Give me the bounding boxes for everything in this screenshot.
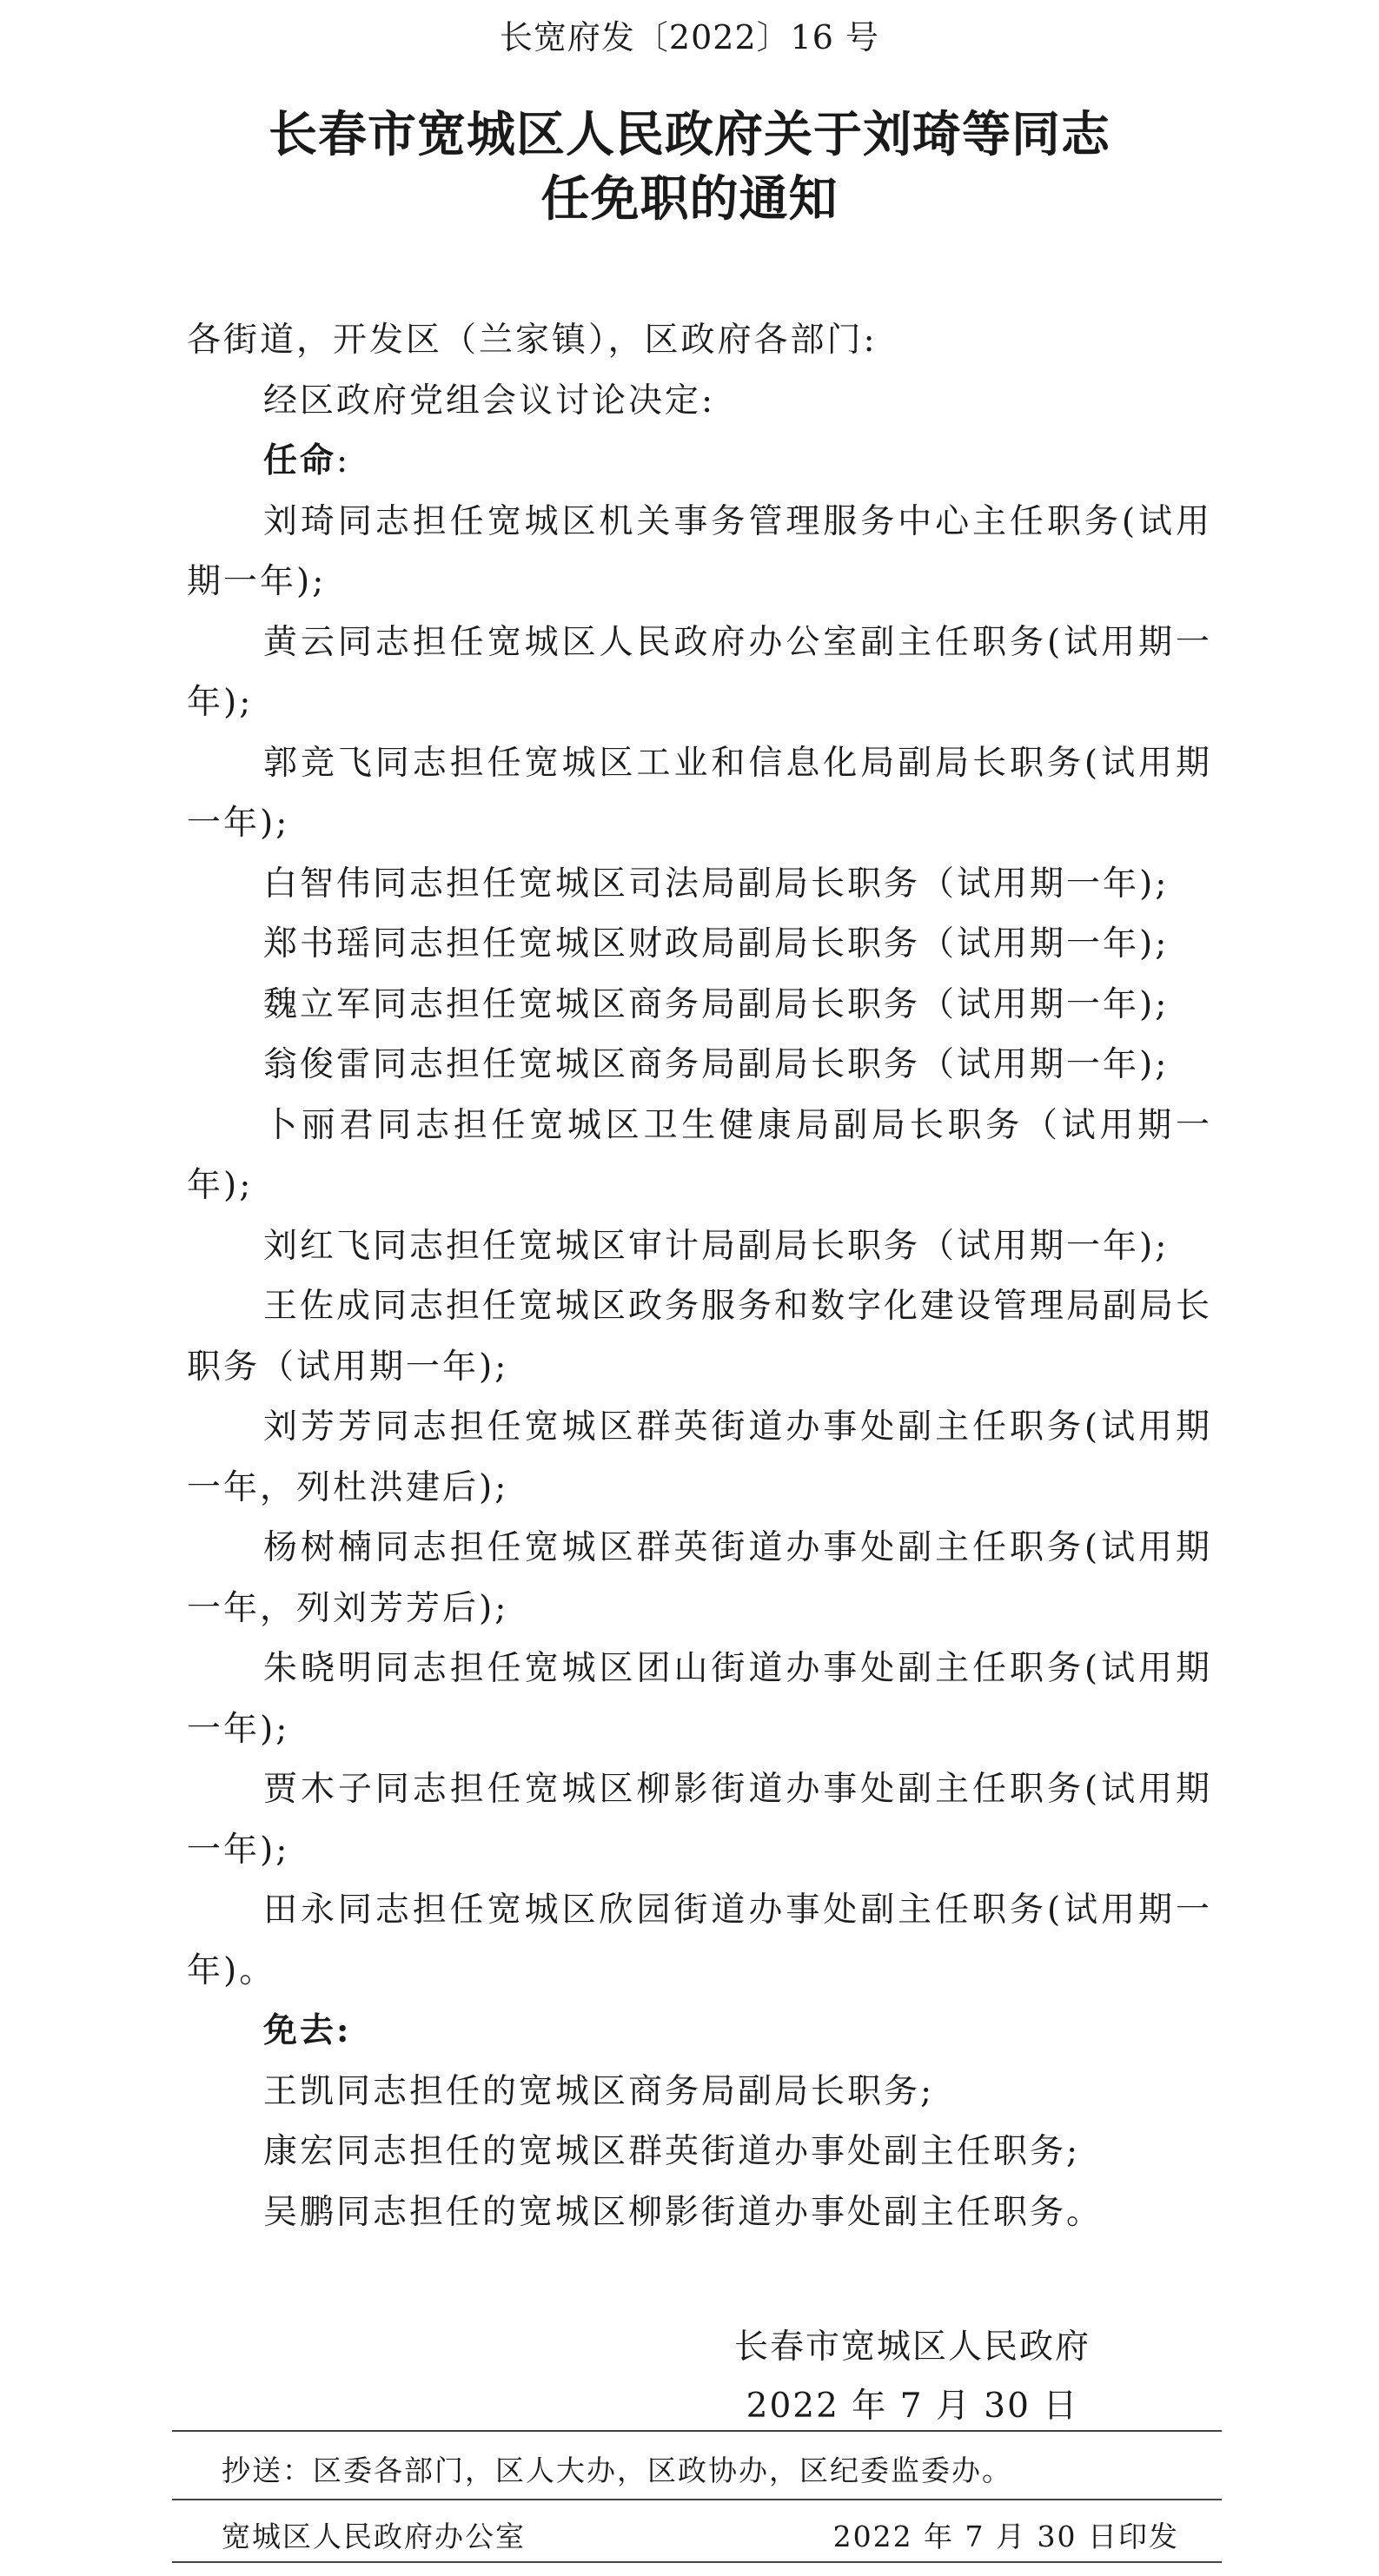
appointment-item: 王佐成同志担任宽城区政务服务和数字化建设管理局副局长职务（试用期一年); bbox=[187, 1287, 1213, 1387]
footer-divider-top bbox=[172, 2430, 1222, 2432]
removals-heading: 免去: bbox=[263, 2010, 352, 2050]
removal-item: 康宏同志担任的宽城区群英街道办事处副主任职务; bbox=[263, 2132, 1081, 2171]
appointment-item: 朱晓明同志担任宽城区团山街道办事处副主任职务(试用期一年); bbox=[187, 1649, 1212, 1749]
appointment-item: 田永同志担任宽城区欣园街道办事处副主任职务(试用期一年)。 bbox=[187, 1891, 1212, 1990]
removal-item: 吴鹏同志担任的宽城区柳影街道办事处副主任职务。 bbox=[263, 2192, 1104, 2232]
footer-divider-bottom bbox=[172, 2561, 1222, 2563]
print-date: 2022 年 7 月 30 日印发 bbox=[832, 2520, 1179, 2553]
signature-date: 2022 年 7 月 30 日 bbox=[746, 2387, 1079, 2426]
appointment-item: 卜丽君同志担任宽城区卫生健康局副局长职务（试用期一年); bbox=[187, 1105, 1212, 1205]
appointment-item: 翁俊雷同志担任宽城区商务局副局长职务（试用期一年); bbox=[263, 1045, 1170, 1084]
salutation: 各街道，开发区（兰家镇），区政府各部门: bbox=[187, 321, 878, 360]
signature-organization: 长春市宽城区人民政府 bbox=[733, 2328, 1091, 2367]
appointment-item: 郭竞飞同志担任宽城区工业和信息化局副局长职务(试用期一年); bbox=[187, 743, 1212, 843]
appointments-heading-colon: : bbox=[336, 441, 351, 480]
appointments-heading-text: 任命 bbox=[263, 440, 337, 480]
document-body bbox=[187, 310, 1212, 2242]
appointments-heading bbox=[187, 431, 1212, 492]
title-line-2: 任免职的通知 bbox=[540, 170, 839, 228]
cc-line: 抄送：区委各部门，区人大办，区政协办，区纪委监委办。 bbox=[222, 2453, 1012, 2487]
document-number: 长宽府发〔2022〕16 号 bbox=[499, 18, 880, 56]
appointment-item: 白智伟同志担任宽城区司法局副局长职务（试用期一年); bbox=[263, 864, 1170, 904]
appointment-item: 黄云同志担任宽城区人民政府办公室副主任职务(试用期一年); bbox=[187, 622, 1212, 722]
appointment-item: 贾木子同志担任宽城区柳影街道办事处副主任职务(试用期一年); bbox=[187, 1770, 1212, 1870]
appointment-item: 魏立军同志担任宽城区商务局副局长职务（试用期一年); bbox=[263, 984, 1170, 1024]
issuing-office: 宽城区人民政府办公室 bbox=[222, 2520, 526, 2553]
title-line-1: 长春市宽城区人民政府关于刘琦等同志 bbox=[269, 106, 1110, 163]
removal-item: 王凯同志担任的宽城区商务局副局长职务; bbox=[263, 2071, 935, 2111]
appointment-item: 刘红飞同志担任宽城区审计局副局长职务（试用期一年); bbox=[263, 1226, 1170, 1266]
appointment-item: 刘芳芳同志担任宽城区群英街道办事处副主任职务(试用期一年，列杜洪建后); bbox=[187, 1407, 1212, 1507]
appointment-item: 郑书瑶同志担任宽城区财政局副局长职务（试用期一年); bbox=[263, 924, 1170, 964]
appointment-item: 刘琦同志担任宽城区机关事务管理服务中心主任职务(试用期一年); bbox=[187, 501, 1212, 601]
document-title bbox=[0, 103, 1379, 231]
footer-divider-middle bbox=[172, 2499, 1222, 2500]
appointment-item: 杨树楠同志担任宽城区群英街道办事处副主任职务(试用期一年，列刘芳芳后); bbox=[187, 1528, 1212, 1628]
intro-paragraph: 经区政府党组会议讨论决定: bbox=[263, 381, 716, 421]
